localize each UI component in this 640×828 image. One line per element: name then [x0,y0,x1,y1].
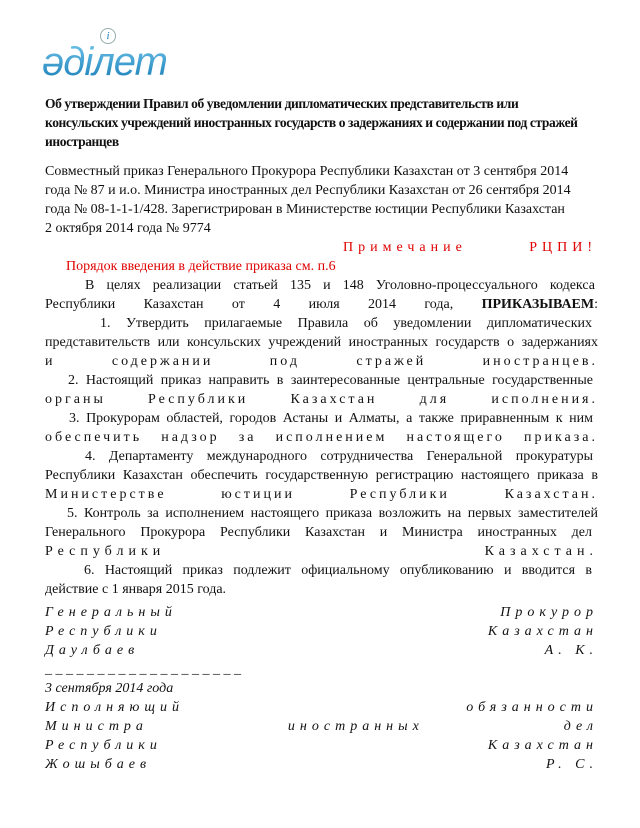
body-line: 3. Прокурорам областей, городов Астаны и Алматы, а также приравненным к ним [69,411,593,426]
body-line [45,295,598,314]
signature-date: 3 сентября 2014 года [45,681,174,696]
sig-text: Р. С. [546,757,598,772]
sig-text: Казахстан [487,738,598,753]
signature-line [45,717,598,736]
order-note-link[interactable]: Порядок введения в действие приказа см. п.6 [66,259,336,274]
document-title: Об утверждении Правил об уведомлении дипломатических представительств или консульских учреждений иностранных государств о задержаниях и содержании под стражей иностранцев [45,96,578,149]
intro-line: года № 08-1-1-1/428. Зарегистрирован в Министерстве юстиции Республики Казахстан [45,202,565,217]
body-line: Республики Казахстан обеспечить государственную регистрацию настоящего приказа в [45,468,598,483]
signature-rule: _ _ _ _ _ _ _ _ _ _ _ _ _ _ _ _ _ _ _ [45,662,241,677]
intro-line: года № 87 и и.о. Министра иностранных дел Республики Казахстан от 26 сентября 2014 [45,183,571,198]
body-line: 5. Контроль за исполнением настоящего приказа возложить на первых заместителей [67,506,598,521]
sig-text: Республики [45,738,162,753]
signature-line [45,736,598,755]
colon: : [594,297,598,312]
body-line: обеспечить надзор за исполнением настоящего приказа. [45,430,598,445]
sig-text: Генеральный [45,605,177,620]
info-i-icon: i [100,28,116,44]
body-line: 1. Утвердить прилагаемые Правила об уведомлении дипломатических [100,316,592,331]
body-line: и содержании под стражей иностранцев. [45,354,598,369]
body-line: Республики Казахстан. [45,544,598,559]
sig-text: иностранных [287,719,424,734]
sig-text: Исполняющий [45,700,184,715]
sig-text: Республики [45,624,162,639]
sig-text: дел [563,719,598,734]
body-line: органы Республики Казахстан для исполнения. [45,392,598,407]
adilet-logo[interactable] [42,28,182,84]
sig-text: Министра [45,719,148,734]
note-source: РЦПИ! [529,240,597,255]
signature-line [45,641,598,660]
body-line: 4. Департаменту международного сотрудничества Генеральной прокуратуры [85,449,593,464]
intro-line: 2 октября 2014 года № 9774 [45,221,211,236]
note-line [343,238,597,257]
orders-keyword: ПРИКАЗЫВАЕМ [481,297,595,312]
intro-line: Совместный приказ Генерального Прокурора Республики Казахстан от 3 сентября 2014 [45,164,569,179]
sig-text: обязанности [466,700,598,715]
body-line: представительств или консульских учреждений иностранных государств о задержаниях [45,335,598,350]
body-line: Генерального Прокурора Республики Казахстан и Министра иностранных дел [45,525,592,540]
body-line: действие с 1 января 2015 года. [45,582,227,597]
logo-text: әділет [42,40,167,84]
body-line: Министерстве юстиции Республики Казахстан. [45,487,598,502]
body-text: Республики Казахстан от 4 июля 2014 года, [45,297,454,312]
signature-line [45,603,598,622]
note-label: Примечание [343,240,467,255]
signature-line [45,698,598,717]
sig-text: Жошыбаев [45,757,152,772]
body-line: В целях реализации статьей 135 и 148 Уголовно-процессуального кодекса [85,278,595,293]
sig-text: А. К. [544,643,598,658]
sig-text: Казахстан [487,624,598,639]
signature-line [45,755,598,774]
sig-text: Прокурор [500,605,598,620]
signature-line [45,622,598,641]
body-line: 6. Настоящий приказ подлежит официальному опубликованию и вводится в [84,563,592,578]
body-line: 2. Настоящий приказ направить в заинтересованные центральные государственные [68,373,593,388]
sig-text: Даулбаев [45,643,140,658]
